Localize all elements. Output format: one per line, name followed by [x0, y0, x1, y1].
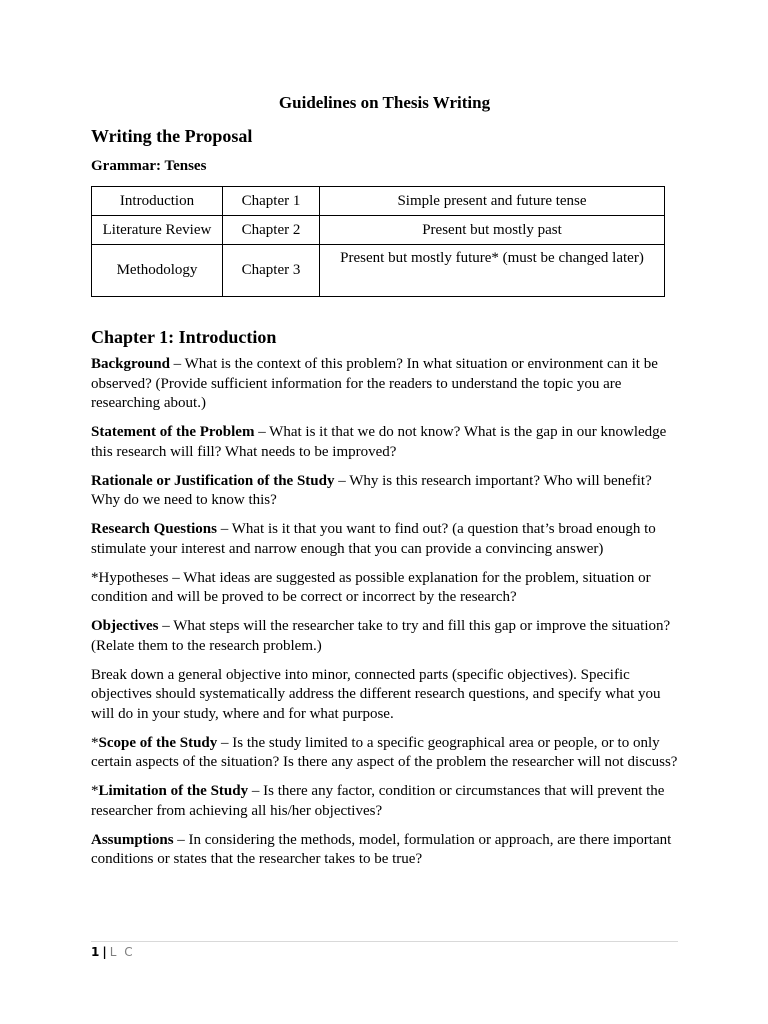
table-row — [92, 245, 665, 297]
term: Statement of the Problem — [91, 424, 255, 440]
page-number: 1 — [91, 945, 100, 959]
term: Rationale or Justification of the Study — [91, 472, 335, 489]
paragraph-assumptions: Assumptions – In considering the methods, model, formulation or approach, are there important conditions or states that the researcher takes to be true? — [91, 831, 672, 867]
chapter-heading: Chapter 1: Introduction — [91, 327, 277, 347]
table-cell-tense: Simple present and future tense — [320, 187, 665, 216]
paragraph-hypotheses: *Hypotheses – What ideas are suggested as possible explanation for the problem, situation or condition and will be proved to be correct or incorrect by the research? — [91, 569, 651, 605]
paragraph-research-questions: Research Questions – What is it that you want to find out? (a question that’s broad enough to stimulate your interest and narrow enough that you can provide a convincing answer) — [91, 521, 656, 557]
table-cell-tense: Present but mostly future* (must be changed later) — [320, 245, 665, 297]
term: Limitation of the Study — [98, 783, 249, 799]
table-row — [92, 187, 665, 216]
paragraph-scope: *Scope of the Study – Is the study limited to a specific geographical area or people, or to only certain aspects of the situation? Is there any aspect of the problem the researcher will not discuss? — [91, 734, 678, 770]
term: Research Questions — [91, 521, 217, 537]
grammar-subheading: Grammar: Tenses — [91, 158, 207, 174]
table-cell-chapter: Chapter 2 — [223, 216, 320, 245]
table-cell-chapter: Chapter 3 — [223, 245, 320, 297]
paragraph-rationale: Rationale or Justification of the Study – Why is this research important? Who will benefit? Why do we need to know this? — [91, 472, 652, 508]
table-row — [92, 216, 665, 245]
table-cell-part: Methodology — [92, 245, 223, 297]
term: Background — [91, 356, 170, 372]
footer-initials: L C — [109, 945, 135, 959]
table-cell-chapter: Chapter 1 — [223, 187, 320, 216]
footer-separator: | — [102, 945, 107, 959]
footer-divider — [91, 941, 678, 942]
page-footer — [91, 944, 135, 960]
section-heading: Writing the Proposal — [91, 126, 253, 146]
paragraph-limitation: *Limitation of the Study – Is there any factor, condition or circumstances that will prevent the researcher from achieving all his/her objectives? — [91, 783, 665, 819]
term: Objectives — [91, 618, 159, 634]
document-title: Guidelines on Thesis Writing — [278, 93, 491, 112]
document-page — [91, 92, 678, 879]
table-cell-part: Introduction — [92, 187, 223, 216]
paragraph-objectives: Objectives – What steps will the researcher take to try and fill this gap or improve the situation? (Relate them to the research problem.) — [91, 618, 671, 654]
table-cell-tense: Present but mostly past — [320, 216, 665, 245]
tenses-table — [91, 186, 665, 297]
paragraph-statement-of-problem: Statement of the Problem – What is it that we do not know? What is the gap in our knowledge this research will fill? What needs to be improved? — [91, 424, 667, 460]
term: Assumptions — [91, 831, 174, 848]
term: Scope of the Study — [98, 734, 218, 751]
paragraph-specific-objectives: Break down a general objective into minor, connected parts (specific objectives). Specific objectives should systematically address the different research questions, and specify what you will do in your study, where and for what purpose. — [91, 666, 661, 722]
paragraph-background: Background – What is the context of this problem? In what situation or environment can it be observed? (Provide sufficient information for the readers to understand the topic you are researching about.) — [91, 356, 658, 411]
table-cell-part: Literature Review — [92, 216, 223, 245]
